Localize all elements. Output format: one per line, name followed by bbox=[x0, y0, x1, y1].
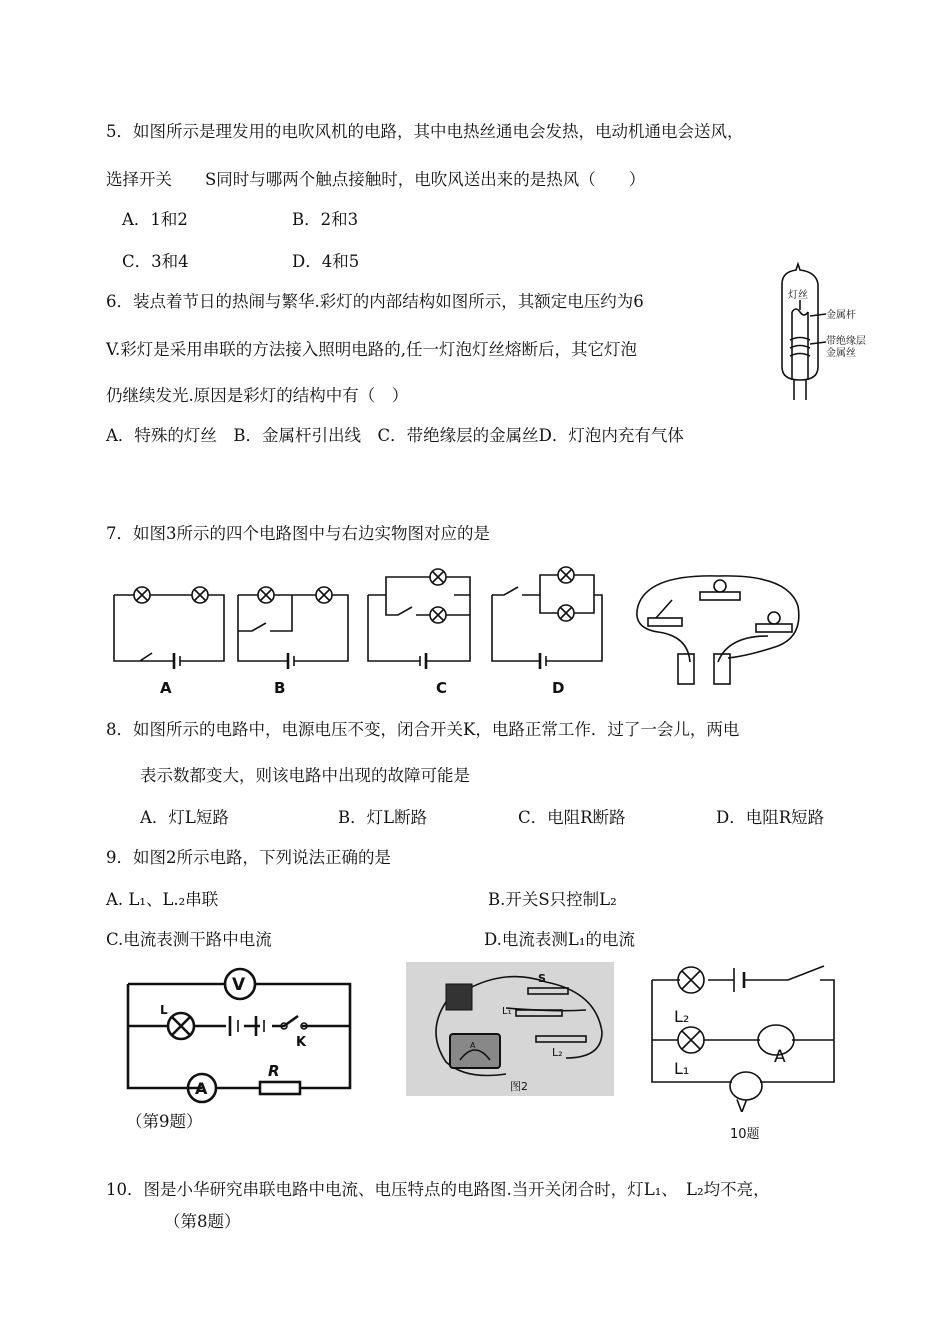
q5-option-a: A．1和2 bbox=[122, 210, 188, 229]
q8-line-2: 表示数都变大，则该电路中出现的故障可能是 bbox=[140, 766, 470, 785]
q8-option-c: C．电阻R断路 bbox=[518, 808, 626, 827]
q10-circuit bbox=[648, 962, 848, 1142]
q9-stem: 9．如图2所示电路，下列说法正确的是 bbox=[106, 848, 391, 867]
circuit-d-label: D bbox=[552, 679, 565, 697]
lamp-label: L bbox=[160, 1003, 168, 1017]
photo-caption: 图2 bbox=[510, 1080, 528, 1093]
q6-line-2: V.彩灯是采用串联的方法接入照明电路的,任一灯泡灯丝熔断后，其它灯泡 bbox=[106, 340, 638, 359]
q7-circuit-diagrams bbox=[100, 565, 620, 700]
filament-label: 灯丝 bbox=[788, 290, 808, 301]
q10-line-2: （第8题） bbox=[164, 1212, 241, 1231]
ammeter-label: A bbox=[195, 1079, 208, 1098]
circuit-d bbox=[492, 567, 602, 697]
q7-physical-circuit-picture bbox=[628, 566, 808, 691]
circuit-b bbox=[238, 587, 348, 697]
right-l2-label: L₂ bbox=[674, 1007, 690, 1026]
photo-meter-label: A bbox=[470, 1041, 476, 1050]
q8-option-a: A．灯L短路 bbox=[140, 808, 229, 827]
q9-option-b: B.开关S只控制L₂ bbox=[488, 890, 617, 909]
q8-line-1: 8．如图所示的电路中，电源电压不变，闭合开关K，电路正常工作．过了一会儿，两电 bbox=[106, 720, 740, 739]
q9-physical-circuit-photo bbox=[406, 962, 614, 1096]
switch-label: K bbox=[296, 1035, 307, 1050]
right-caption: 10题 bbox=[730, 1127, 760, 1142]
bulb-structure-figure bbox=[760, 262, 880, 402]
q10-line-1: 10．图是小华研究串联电路中电流、电压特点的电路图.当开关闭合时，灯L₁、 L₂均不亮， bbox=[106, 1180, 770, 1199]
circuit-a bbox=[114, 587, 224, 697]
circuit-c bbox=[368, 569, 470, 697]
q6-line-3: 仍继续发光.原因是彩灯的结构中有（ ） bbox=[106, 386, 409, 405]
q6-options: A．特殊的灯丝 B．金属杆引出线 C．带绝缘层的金属丝D．灯泡内充有气体 bbox=[106, 426, 684, 445]
q7-stem: 7．如图3所示的四个电路图中与右边实物图对应的是 bbox=[106, 524, 490, 543]
right-l1-label: L₁ bbox=[674, 1059, 690, 1078]
voltmeter-label: V bbox=[232, 975, 246, 995]
q6-line-1: 6．装点着节日的热闹与繁华.彩灯的内部结构如图所示，其额定电压约为6 bbox=[106, 292, 644, 311]
q5-option-d: D．4和5 bbox=[292, 252, 360, 271]
circuit-b-label: B bbox=[274, 679, 286, 697]
q9-option-d: D.电流表测L₁的电流 bbox=[484, 930, 635, 949]
resistor-label: R bbox=[268, 1062, 280, 1080]
photo-switch-label: S bbox=[538, 972, 546, 985]
photo-lamp2-label: L₂ bbox=[552, 1046, 563, 1059]
fig-left-caption: （第9题） bbox=[126, 1112, 203, 1131]
q8-option-b: B．灯L断路 bbox=[338, 808, 428, 827]
q5-line-2: 选择开关 S同时与哪两个触点接触时，电吹风送出来的是热风（ ） bbox=[106, 170, 646, 189]
circuit-a-label: A bbox=[160, 679, 172, 697]
right-voltmeter-label: V bbox=[736, 1097, 748, 1117]
q9-option-a: A. L₁、L.₂串联 bbox=[106, 890, 219, 909]
q8-option-d: D．电阻R短路 bbox=[716, 808, 825, 827]
photo-lamp1-label: L₁ bbox=[502, 1006, 512, 1017]
insulated-wire-label-1: 带绝缘层 bbox=[826, 336, 866, 347]
rod-label: 金属杆 bbox=[826, 310, 856, 321]
insulated-wire-label-2: 金属丝 bbox=[826, 348, 856, 359]
q5-option-b: B．2和3 bbox=[292, 210, 359, 229]
q9-option-c: C.电流表测干路中电流 bbox=[106, 930, 272, 949]
right-ammeter-label: A bbox=[774, 1047, 786, 1067]
q5-option-c: C．3和4 bbox=[122, 252, 189, 271]
q5-line-1: 5．如图所示是理发用的电吹风机的电路，其中电热丝通电会发热，电动机通电会送风， bbox=[106, 122, 744, 141]
circuit-c-label: C bbox=[436, 679, 448, 697]
q9-left-circuit bbox=[118, 962, 358, 1098]
